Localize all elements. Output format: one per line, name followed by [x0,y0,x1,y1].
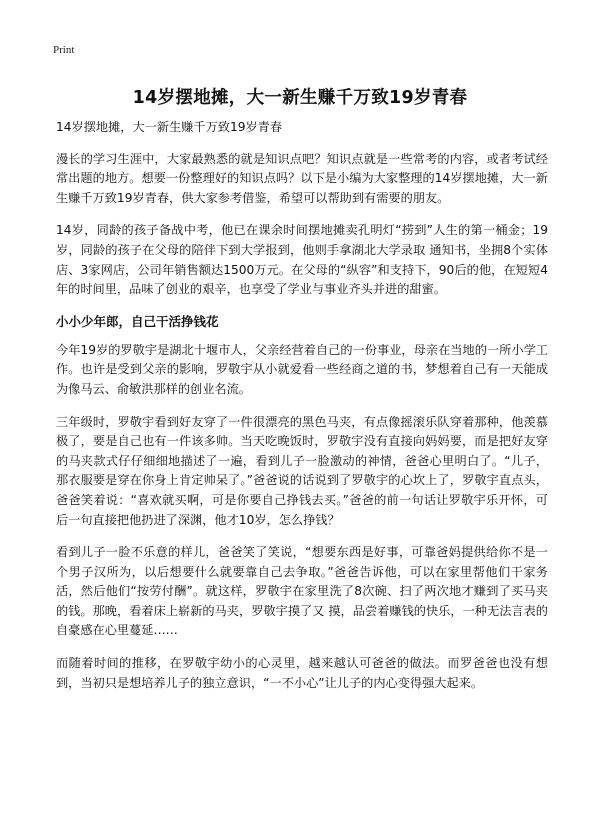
paragraph: 而随着时间的推移，在罗敬宇幼小的心灵里，越来越认可爸爸的做法。而罗爸爸也没有想到，当初只是想培养儿子的独立意识，“一不小心”让儿子的内心变得强大起来。 [56,656,548,690]
paragraph: 今年19岁的罗敬宇是湖北十堰市人，父亲经营着自己的一份事业，母亲在当地的一所小学工作。也许是受到父亲的影响，罗敬宇从小就爱看一些经商之道的书，梦想着自己有一天能成为像马云、俞敏洪那样的创业名流。 [56,342,548,396]
paragraph: 三年级时，罗敬宇看到好友穿了一件很漂亮的黑色马夹，有点像摇滚乐队穿着那种，他羡慕极了，要是自己也有一件该多帅。当天吃晚饭时，罗敬宇没有直接向妈妈要，而是把好友穿的马夹款式仔仔细细地描述了一遍，看到儿子一脸激动的神情，爸爸心里明白了。“儿子，那衣服要是穿在你身上肯定帅呆了。”爸爸说的话说到了罗敬宇的心坎上了，罗敬宇直点头，爸爸笑着说：“喜欢就买啊，可是你要自己挣钱去买。”爸爸的前一句话让罗敬宇乐开怀，可后一句直接把他扔进了深渊，他才10岁，怎么挣钱？ [56,414,548,527]
section-heading: 小小少年郎，自己干活挣钱花 [56,313,219,329]
article-subtitle: 14岁摆地摊，大一新生赚千万致19岁青春 [56,120,283,134]
print-link[interactable]: Print [53,44,75,56]
article-title: 14岁摆地摊，大一新生赚千万致19岁青春 [132,88,468,108]
paragraph: 看到儿子一脸不乐意的样儿，爸爸笑了笑说，“想要东西是好事，可靠爸妈提供给你不是一个男子汉所为，以后想要什么就要靠自己去争取。”爸爸告诉他，可以在家里帮他们干家务活，然后他们“按劳付酬”。就这样，罗敬宇在家里洗了8次碗、扫了两次地才赚到了买马夹的钱。那晚，看着床上崭新的马夹，罗敬宇摸了又 摸，品尝着赚钱的快乐，一种无法言表的自豪感在心里蔓延…… [56,545,548,638]
paragraph: 14岁，同龄的孩子备战中考，他已在课余时间摆地摊卖孔明灯“捞到”人生的第一桶金；19岁，同龄的孩子在父母的陪伴下到大学报到，他则手拿湖北大学录取 通知书，坐拥8个实体店、3家网店，公司年销售额达1500万元。在父母的“纵容”和支持下，90后的他，在短短4年的时间里，品味了创业的艰辛，也享受了学业与事业齐头并进的甜蜜。 [56,223,548,297]
article-body [56,118,548,706]
intro-paragraph: 漫长的学习生涯中，大家最熟悉的就是知识点吧？知识点就是一些常考的内容，或者考试经常出题的地方。想要一份整理好的知识点吗？以下是小编为大家整理的14岁摆地摊，大一新生赚千万致19岁青春，供大家参考借鉴，希望可以帮助到有需要的朋友。 [56,151,548,205]
